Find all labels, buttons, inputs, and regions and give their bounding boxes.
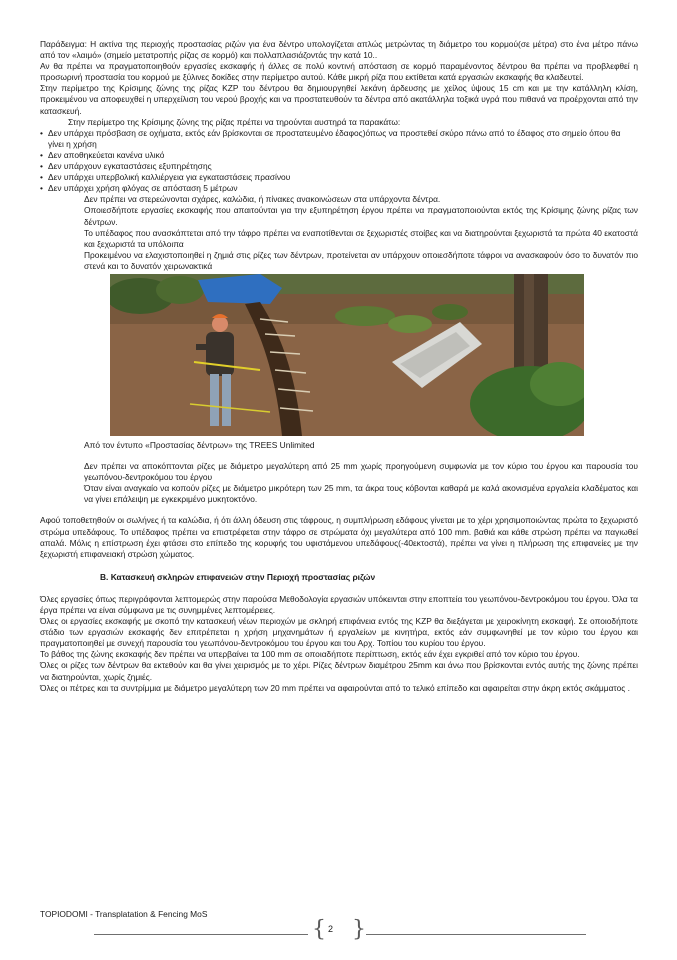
paragraph-excavation: Αν θα πρέπει να πραγματοποιηθούν εργασίες εκσκαφής ή άλλες σε πολύ κοντινή απόσταση σε κορμό παραμένοντος δέντρου θα πρέπει να προβλεφθεί η προσωρινή προστασία του κορμού με ξύλινες δοκίδες στην περίμετρο αυτού. Κάθε μικρή ρίζα που εκτίθεται κατά εργασιών εκσκαφής θα κλαδευτεί. [40,61,638,83]
bullet-item: • Δεν υπάρχει υπερβολική καλλιέργεια για εγκαταστάσεις πρασίνου [40,172,291,183]
paragraph-root-cutting: Δεν πρέπει να αποκόπτονται ρίζες με διάμετρο μεγαλύτερη από 25 mm χωρίς προηγούμενη συμφωνία με τον κύριο του έργου και παρουσία του γεωπόνου-δεντροκόμου του έργου [84,461,638,483]
bullet-item: • Δεν υπάρχει πρόσβαση σε οχήματα, εκτός εάν βρίσκονται σε προστατευμένο έδαφος)όπως να προστεθεί σκύρο πάνω από το έδαφος στο σημείο όπου θα γίνει η χρήση [40,127,621,149]
left-brace-icon: { [312,917,326,942]
paragraph-manual-excavation: Όλες οι εργασίες εκσκαφής με σκοπό την κατασκευή νέων περιοχών με σκληρή επιφάνεια εντός της KZP θα διεξάγεται με χειροκίνητη εκσκαφή. Σε οποιοδήποτε στάδιο των εργασιών εκσκαφής δεν επιτρέπεται η χρήση μηχανημάτων ή εργαλείων με κινητήρα, εκτός εάν συμφωνηθεί με τον κύριο του έργου και πραγματοποιηθεί με συνεχή παρουσία του γεωπόνου-δεντροκόμου του έργου και του Αρχ. Τοπίου του κυρίου του έργου. [40,616,638,649]
right-brace-icon: } [352,917,366,942]
paragraph-subsoil-piles: Το υπέδαφος που ανασκάπτεται από την τάφρο πρέπει να εναποτίθενται σε ξεχωριστές στοίβες και να διατηρούνται ξεχωριστά τα πρώτα 40 εκατοστά και ξεχωριστά τα υπόλοιπα [84,227,638,249]
paragraph-backfill: Αφού τοποθετηθούν οι σωλήνες ή τα καλώδια, ή ότι άλλη όδευση στις τάφρους, η συμπλήρωση εδάφους γίνεται με το χέρι χρησιμοποιώντας πρώτα το ξεχωριστό στρώμα υπεδάφους. Το υπέδαφος πρέπει να επιστρέφεται στην τάφρο σε στρώματα όχι μεγαλύτερα από 100 mm. βαθιά και κάθε στρώση πρέπει να παγιωθεί απαλά. Μόλις η επίστρωση έχει φτάσει στο επίπεδο της κορυφής του υφιστάμενου υπεδάφους(-40εκτοστά), πρέπει να γίνει η πλήρωση της επιφανείες με την ξεχωριστή επιφανειακή στρώση χώματος. [40,515,638,559]
paragraph-irrigation-basin: Στην περίμετρο της Κρίσιμης ζώνης της ρίζας KZP του δέντρου θα δημιουργηθεί λεκάνη άρδευσης με χείλος ύψους 15 cm και με την κατάλληλη κλίση, προκειμένου να αποφευχθεί η υπερχείλιση του νερού βροχής και να προστατευθούν τα δέντρα από ακατάλληλα τοξικά υγρά που πιθανά να προέρχονται από την κατασκευή. [40,83,638,116]
footer-rule-right [366,934,586,935]
bullet-icon: • [40,161,43,172]
paragraph-supervision: Όλες εργασίες όπως περιγράφονται λεπτομερώς στην παρούσα Μεθοδολογία εργασιών υπόκεινται στην εποπτεία του γεωπόνου-δεντροκόμου του έργου. Όλα τα έργα πρέπει να είναι σύμφωνα με τις συνημμένες λεπτομέρειες. [40,593,638,615]
paragraph-narrow-trenches: Προκειμένου να ελαχιστοποιηθεί η ζημιά στις ρίζες των δέντρων, προτείνεται αν υπάρχουν οποιεσδήποτε τάφροι να ανασκαφούν όσο το δυνατόν πιο στενά και το δυνατόν χειρωνακτικά [84,249,638,271]
bullet-icon: • [40,183,43,194]
paragraph-small-roots: Όταν είναι αναγκαίο να κοπούν ρίζες με διάμετρο μικρότερη των 25 mm, τα άκρα τους κόβονται καθαρά με καλά ακονισμένα εργαλεία κλαδέματος και να γίνει επάλειψη με εγκεκριμένο μυκητοκτόνο. [84,483,638,505]
section-heading: Β. Κατασκευή σκληρών επιφανειών στην Περιοχή προστασίας ριζών [100,571,376,582]
paragraph-roots-exposed: Όλες οι ρίζες των δέντρων θα εκτεθούν και θα γίνει χειρισμός με το χέρι. Ρίζες δέντρων διαμέτρου 25mm και άνω που βρίσκονται εντός αυτής της ζώνης πρέπει να διατηρούνται, χωρίς ζημιές. [40,660,638,682]
footer-document-title: TOPIODOMI - Transplatation & Fencing MoS [40,909,208,919]
paragraph-example: Παράδειγμα: Η ακτίνα της περιοχής προστασίας ριζών για ένα δέντρο υπολογίζεται απλώς μετρώντας τη διάμετρο του κορμού(σε μέτρα) στο ένα μέτρο πάνω από τον «λαιμό» (σημείο μετατροπής ρίζας σε κορμό) και πολλαπλασιάζοντάς την κατά 10.. [40,39,638,61]
paragraph-no-fixings: Δεν πρέπει να στερεώνονται σχάρες, καλώδια, ή πίνακες ανακοινώσεων στα υπάρχοντα δέντρα. [84,194,441,205]
bullet-icon: • [40,127,43,138]
bullet-icon: • [40,172,43,183]
bullet-item: • Δεν υπάρχει χρήση φλόγας σε απόσταση 5 μέτρων [40,183,238,194]
document-body [40,39,638,694]
bullet-icon: • [40,149,43,160]
paragraph-rules-intro: Στην περίμετρο της Κρίσιμης ζώνης της ρίζας πρέπει να τηρούνται αυστηρά τα παρακάτω: [68,116,401,127]
trench-photo [110,274,584,436]
paragraph-excavation-depth: Το βάθος της ζώνης εκσκαφής δεν πρέπει να υπερβαίνει τα 100 mm σε οποιαδήποτε περίπτωση, εκτός εάν έχει εγκριθεί από τον κύριο του έργου. [40,649,580,660]
bullet-item: • Δεν υπάρχουν εγκαταστάσεις εξυπηρέτησης [40,161,212,172]
paragraph-stones-removal: Όλες οι πέτρες και τα συντρίμμια με διάμετρο μεγαλύτερη των 20 mm πρέπει να αφαιρούνται από το τελικό επίπεδο και αφαιρείται στην άκρη εκτός σκάμματος . [40,682,630,693]
bullet-item: • Δεν αποθηκεύεται κανένα υλικό [40,149,165,160]
photo-caption: Από τον έντυπο «Προστασίας δέντρων» της TREES Unlimited [84,439,315,450]
footer-rule-left [94,934,308,935]
page-number: 2 [328,924,334,934]
paragraph-excavation-outside: Οποιεσδήποτε εργασίες εκσκαφής που απαιτούνται για την εξυπηρέτηση έργου πρέπει να πραγματοποιούνται εκτός της Κρίσιμης ζώνης ρίζας των δέντρων. [84,205,638,227]
